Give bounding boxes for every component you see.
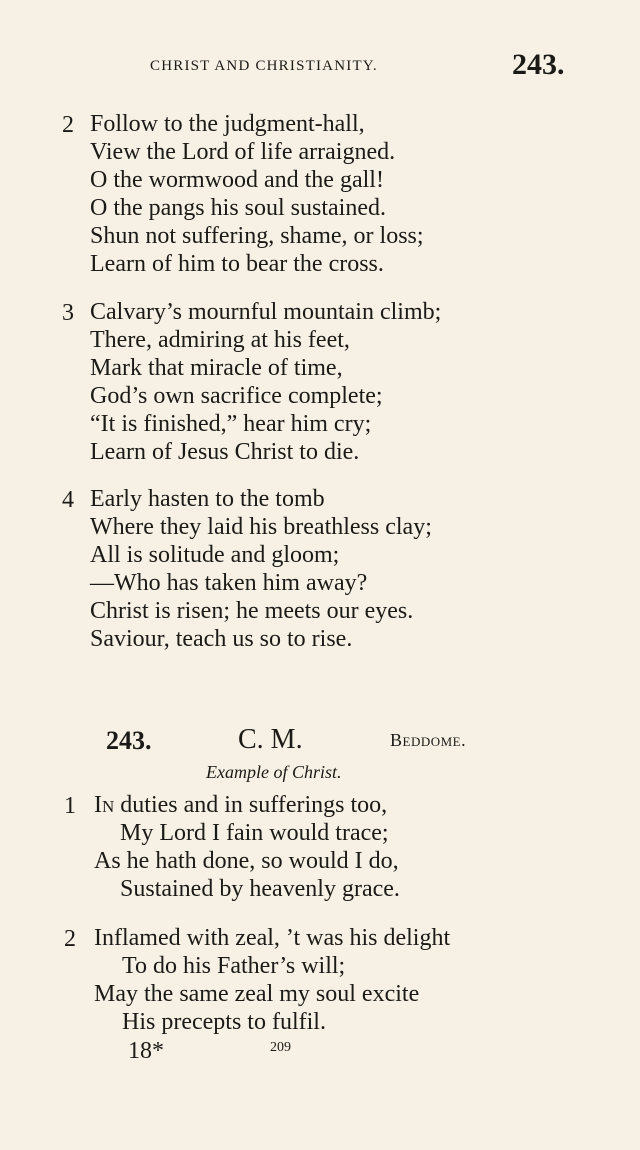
- verse-line: Learn of him to bear the cross.: [90, 251, 384, 277]
- verse-line: Inflamed with zeal, ’t was his delight: [94, 925, 451, 951]
- stanza-number: 3: [62, 300, 74, 326]
- verse-line-rest: duties and in sufferings too,: [114, 792, 388, 818]
- verse-line: Sustained by heavenly grace.: [120, 876, 400, 902]
- verse-line: Where they laid his breathless clay;: [90, 514, 432, 540]
- verse-line: All is solitude and gloom;: [90, 542, 340, 568]
- drop-word: In: [94, 792, 115, 818]
- verse-line: O the pangs his soul sustained.: [90, 195, 386, 221]
- verse-line: May the same zeal my soul excite: [94, 981, 420, 1007]
- hymn-subtitle: Example of Christ.: [206, 762, 342, 782]
- verse-line: Mark that miracle of time,: [90, 355, 343, 381]
- verse-line: O the wormwood and the gall!: [90, 167, 384, 193]
- signature-mark: 18*: [128, 1038, 164, 1064]
- verse-line: God’s own sacrifice complete;: [90, 383, 383, 409]
- verse-line: Shun not suffering, shame, or loss;: [90, 223, 424, 249]
- hymn-author: Beddome.: [390, 730, 467, 750]
- verse-line: “It is finished,” hear him cry;: [90, 411, 372, 437]
- verse-line: To do his Father’s will;: [122, 953, 346, 979]
- hymn-meter: C. M.: [238, 724, 303, 755]
- page-number: 209: [270, 1040, 291, 1055]
- stanza-number: 4: [62, 487, 74, 513]
- verse-line: There, admiring at his feet,: [90, 327, 350, 353]
- verse-line: My Lord I fain would trace;: [120, 820, 389, 846]
- verse-line: [94, 793, 387, 817]
- hymn-number: 243.: [106, 726, 152, 755]
- verse-line: —Who has taken him away?: [90, 570, 368, 596]
- verse-line: View the Lord of life arraigned.: [90, 139, 396, 165]
- verse-line: Christ is risen; he meets our eyes.: [90, 598, 414, 624]
- verse-line: Learn of Jesus Christ to die.: [90, 439, 360, 465]
- verse-line: His precepts to fulfil.: [122, 1009, 326, 1035]
- verse-line: Saviour, teach us so to rise.: [90, 626, 353, 652]
- verse-line: As he hath done, so would I do,: [94, 848, 399, 874]
- verse-line: Early hasten to the tomb: [90, 486, 325, 512]
- stanza-number: 2: [64, 926, 76, 952]
- stanza-number: 1: [64, 793, 76, 819]
- verse-line: Follow to the judgment-hall,: [90, 111, 365, 137]
- stanza-number: 2: [62, 112, 74, 138]
- running-head: CHRIST AND CHRISTIANITY.: [150, 58, 378, 74]
- hymn-number-header: 243.: [512, 48, 565, 81]
- verse-line: Calvary’s mournful mountain climb;: [90, 299, 442, 325]
